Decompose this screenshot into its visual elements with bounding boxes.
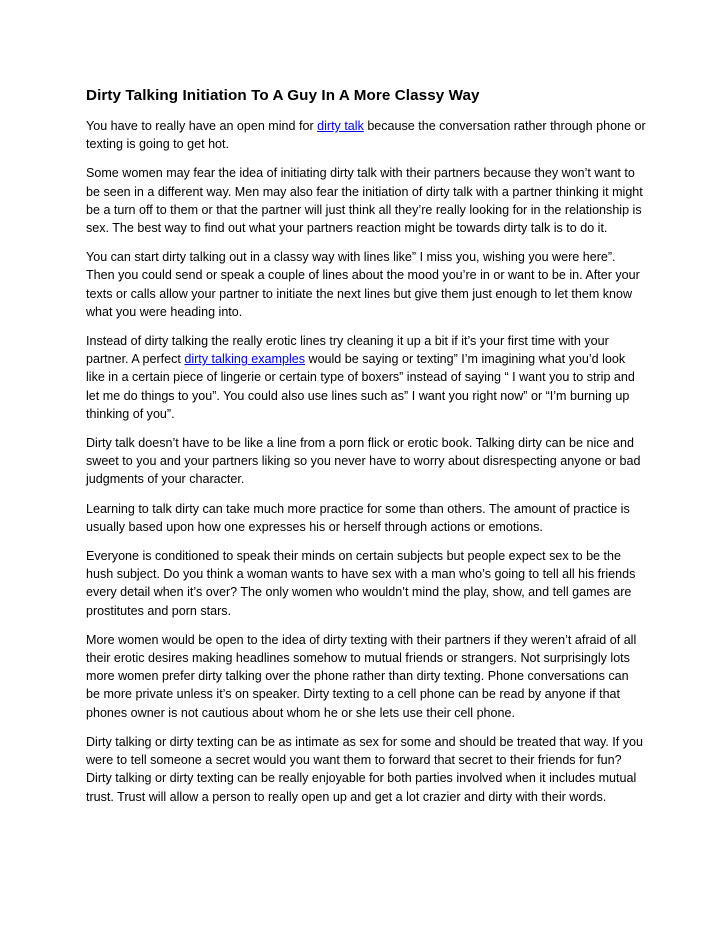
paragraph-2: Some women may fear the idea of initiating dirty talk with their partners because they won’t want to be seen in a different way. Men may also fear the initiation of dirty talk with a partner thinking it might be a turn off to them or that the partner will just think all they’re really looking for in the relationship is sex. The best way to find out what your partners reaction might be towards dirty talk is to do it. — [86, 166, 643, 236]
paragraph-4-text-after: would be saying or texting” I’m imagining what you’d look like in a certain piece of lingerie or certain type of boxers” instead of saying “ I want you to strip and let me do things to you”. You could also use lines such as” I want you right now” or “I’m burning up thinking of you”. — [86, 352, 635, 421]
paragraph-1 — [86, 117, 646, 153]
paragraph-5: Dirty talk doesn’t have to be like a line from a porn flick or erotic book. Talking dirty can be nice and sweet to you and your partners liking so you never have to worry about disrespecting anyone or bad judgments of your character. — [86, 436, 641, 487]
paragraph-6: Learning to talk dirty can take much more practice for some than others. The amount of practice is usually based upon how one expresses his or herself through actions or emotions. — [86, 501, 630, 534]
paragraph-4-text-before: Instead of dirty talking the really erotic lines try cleaning it up a bit if it’s your first time with your partner. A perfect — [86, 334, 609, 367]
paragraph-7: Everyone is conditioned to speak their minds on certain subjects but people expect sex to be the hush subject. Do you think a woman wants to have sex with a man who’s going to tell all his friends every detail when it’s over? The only women who wouldn’t mind the play, show, and tell games are prostitutes and porn stars. — [86, 549, 636, 618]
dirty-talk-link[interactable]: dirty talk — [317, 119, 364, 133]
paragraph-4 — [86, 332, 646, 423]
paragraph-9: Dirty talking or dirty texting can be as intimate as sex for some and should be treated that way. If you were to tell someone a secret would you want them to forward that secret to their friends for fun? Dirty talking or dirty texting can be really enjoyable for both parties involved when it includes mutual trust. Trust will allow a person to really open up and get a lot crazier and dirty with their words. — [86, 734, 643, 804]
paragraph-3: You can start dirty talking out in a classy way with lines like” I miss you, wishing you were here”. Then you could send or speak a couple of lines about the mood you’re in or want to be in. After your texts or calls allow your partner to initiate the next lines but give them just enough to let them know what you were heading into. — [86, 250, 640, 319]
paragraph-1-text-before: You have to really have an open mind for — [86, 119, 318, 133]
paragraph-1-text-after: because the conversation rather through phone or texting is going to get hot. — [86, 119, 646, 152]
dirty-talking-examples-link[interactable]: dirty talking examples — [184, 352, 306, 367]
document-page — [86, 86, 646, 817]
paragraph-8: More women would be open to the idea of dirty texting with their partners if they weren’t afraid of all their erotic desires making headlines somehow to mutual friends or strangers. Not surprisingly lots more women prefer dirty talking over the phone rather than dirty texting. Phone conversations can be more private unless it’s on speaker. Dirty texting to a cell phone can be read by anyone if that phones owner is not cautious about whom he or she lets use their cell phone. — [86, 632, 637, 720]
document-title: Dirty Talking Initiation To A Guy In A More Classy Way — [86, 87, 480, 104]
